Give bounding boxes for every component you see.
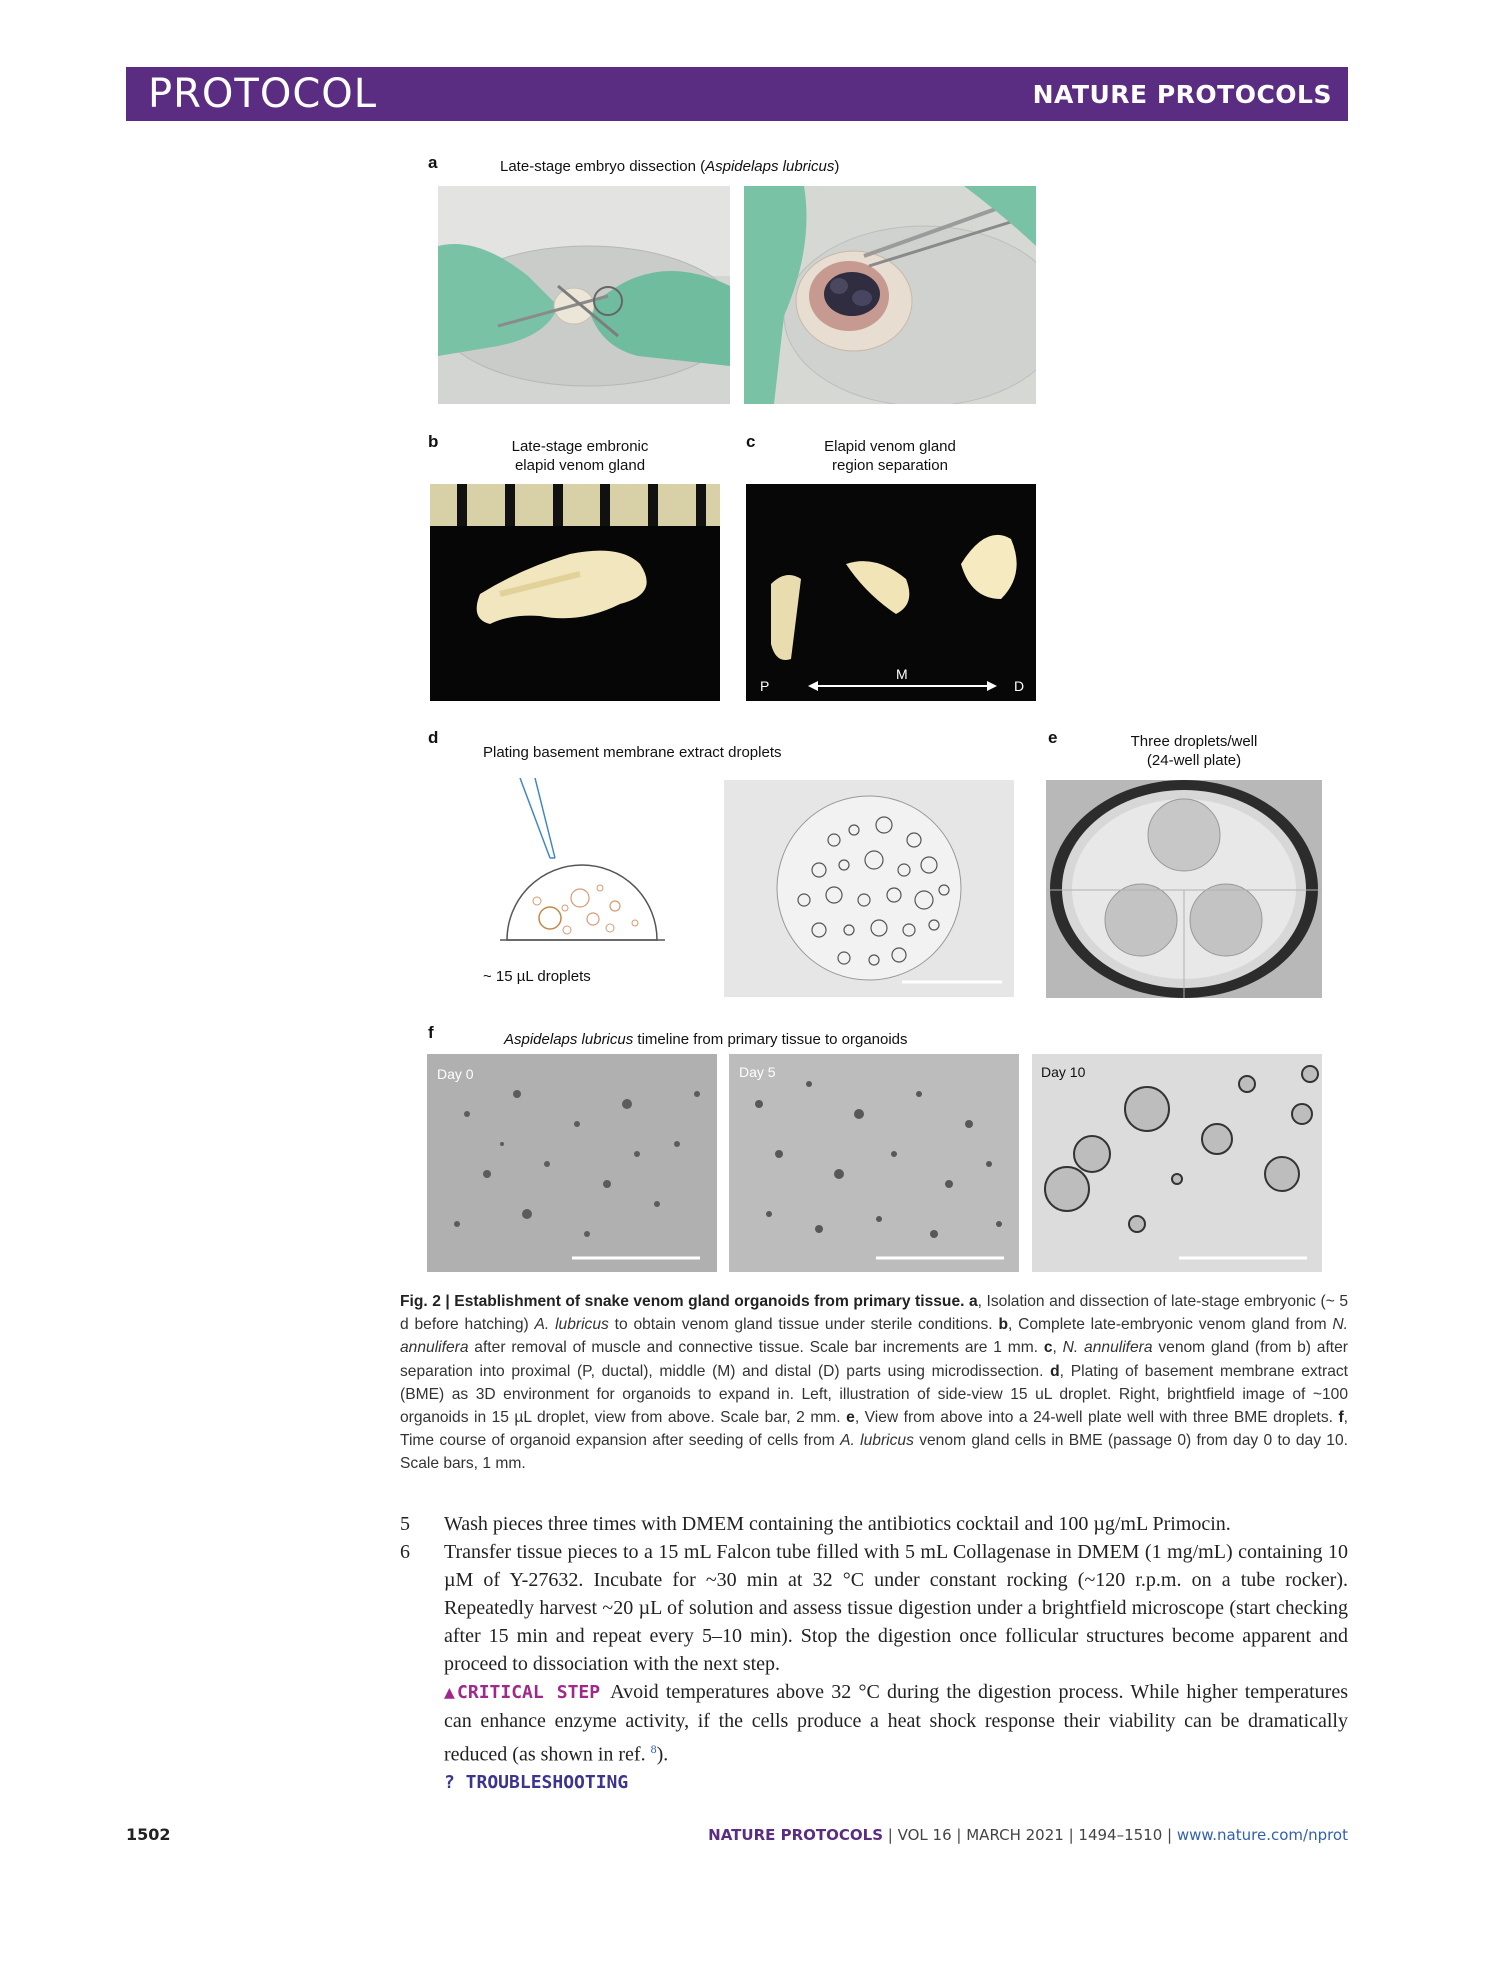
troubleshooting-link[interactable]: ? TROUBLESHOOTING [444,1771,629,1793]
photo-embryo-dissection-2 [744,186,1036,404]
pipette-droplet-diagram [495,778,675,948]
panel-a-title: Late-stage embryo dissection (Aspidelaps lubricus) [500,158,840,175]
venom-gland-image [430,484,720,701]
panel-d-label: d [428,728,439,747]
day10-image [1032,1054,1322,1272]
panel-b-title: Late-stage embronic elapid venom gland [511,438,649,474]
reference-link[interactable]: 8 [650,1742,657,1756]
step-6-number: 6 [400,1541,410,1563]
step-6-text: Transfer tissue pieces to a 15 mL Falcon tube filled with 5 mL Collagenase in DMEM (1 mg/mL) containing 10 µM of Y-27632. Incubate for ~30 min at 32 °C under constant rocking (~120 r.p.m. on a tube rocker). Repeatedly harvest ~20 µL of solution and assess tissue digestion under a brightfield microscope (start checking after 15 min and repeat every 5–10 min). Stop the digestion once follicular structures become apparent and proceed to dissociation with the next step. [444,1541,1348,1675]
day0-label: Day 0 [437,1066,474,1082]
panel-a-label: a [428,153,438,172]
section-label: PROTOCOL [148,71,378,117]
droplet-illustration [495,778,675,948]
panel-e-label: e [1048,728,1058,747]
step-5-number: 5 [400,1513,410,1535]
critical-step-label: ▲CRITICAL STEP [444,1682,601,1703]
photo-day-5 [729,1054,1019,1272]
panel-c-label: c [746,432,756,451]
droplet-volume-label: ~ 15 µL droplets [483,968,591,985]
panel-e-title: Three droplets/well (24-well plate) [1130,733,1258,769]
step-5-text: Wash pieces three times with DMEM containing the antibiotics cocktail and 100 µg/mL Primocin. [444,1513,1231,1535]
step-6 [400,1538,1348,1678]
footer-citation: NATURE PROTOCOLS | VOL 16 | MARCH 2021 | 1494–1510 | www.nature.com/nprot [708,1826,1348,1844]
photo-venom-gland [430,484,720,701]
marker-middle: M [896,666,908,682]
panel-f-label: f [428,1023,434,1042]
panel-d-title: Plating basement membrane extract droplets [483,744,782,761]
well-plate-image [1046,780,1322,998]
journal-name: NATURE PROTOCOLS [1032,80,1332,109]
running-header [126,67,1348,121]
day5-image [729,1054,1019,1272]
marker-proximal: P [760,678,770,694]
day0-image [427,1054,717,1272]
photo-organoid-droplet [724,780,1014,997]
day5-label: Day 5 [739,1064,776,1080]
day10-label: Day 10 [1041,1064,1086,1080]
procedure-steps [400,1510,1348,1797]
photo-day-10 [1032,1054,1322,1272]
caption-title: Fig. 2 | Establishment of snake venom gland organoids from primary tissue. [400,1293,965,1310]
photo-day-0 [427,1054,717,1272]
panel-c-title: Elapid venom gland region separation [824,438,956,474]
critical-step-note: ▲CRITICAL STEP Avoid temperatures above 32 °C during the digestion process. While higher temperatures can enhance enzyme activity, if the cells produce a heat shock response their viability can be dramatically reduced (as shown in ref. $^8$). [444,1681,1348,1766]
marker-distal: D [1014,678,1025,694]
panel-b-label: b [428,432,439,451]
embryo-dissection-image [438,186,730,404]
photo-24-well [1046,780,1322,998]
gland-regions-image [746,484,1036,701]
journal-url[interactable]: www.nature.com/nprot [1176,1826,1348,1844]
panel-f-title: Aspidelaps lubricus timeline from primary tissue to organoids [504,1031,908,1048]
embryo-opened-image [744,186,1036,404]
step-5 [400,1510,1348,1538]
page-number: 1502 [126,1825,171,1844]
figure-caption: Fig. 2 | Establishment of snake venom gland organoids from primary tissue. a, Isolation and dissection of late-stage embryonic (~ 5 d before hatching) A. lubricus to obtain venom gland tissue under sterile conditions. b, Complete late-embryonic venom gland from N. annulifera after removal of muscle and connective tissue. Scale bar increments are 1 mm. c, N. annulifera venom gland (from b) after separation into proximal (P, ductal), middle (M) and distal (D) parts using microdissection. d, Plating of basement membrane extract (BME) as 3D environment for organoids to expand in. Left, illustration of side-view 15 uL droplet. Right, brightfield image of ~100 organoids in 15 µL droplet, view from above. Scale bar, 2 mm. e, View from above into a 24-well plate well with three BME droplets. f, Time course of organoid expansion after seeding of cells from A. lubricus venom gland cells in BME (passage 0) from day 0 to day 10. Scale bars, 1 mm. [400,1293,1348,1473]
photo-gland-separation [746,484,1036,701]
photo-embryo-dissection-1 [438,186,730,404]
organoid-droplet-image [724,780,1014,997]
